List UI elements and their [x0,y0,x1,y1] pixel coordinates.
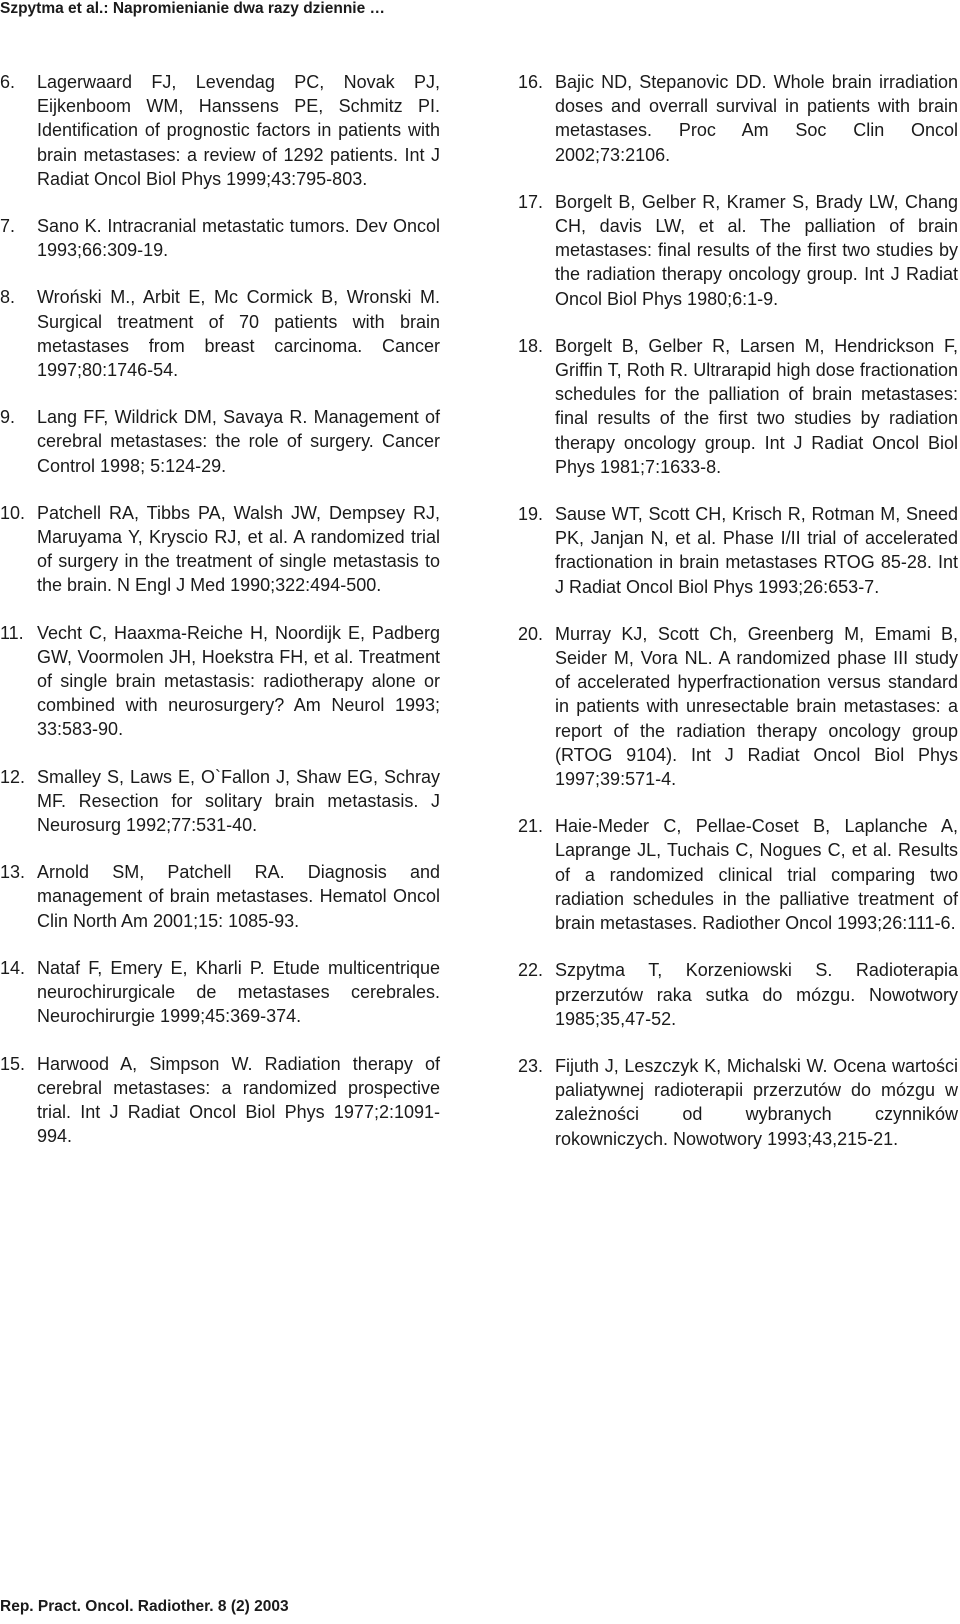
reference-text: Harwood A, Simpson W. Radiation therapy of cerebral metastases: a randomized prospective trial. Int J Radiat Oncol Biol Phys 1977;2:1091-994. [37,1053,440,1147]
reference-item [0,1052,440,1149]
reference-item [518,1054,958,1151]
reference-text: Haie-Meder C, Pellae-Coset B, Laplanche A, Laprange JL, Tuchais C, Nogues C, et al. Results of a randomized clinical trial comparing two radiation schedules in the palliative treatment of brain metastases. Radiother Oncol 1993;26:111-6. [555,816,958,934]
reference-number: 19. [518,504,544,525]
reference-text: Smalley S, Laws E, O`Fallon J, Shaw EG, Schray MF. Resection for solitary brain metastasis. J Neurosurg 1992;77:531-40. [37,766,440,836]
reference-text: Fijuth J, Leszczyk K, Michalski W. Ocena wartości paliatywnej radioterapii przerzutów do mózgu w zależności od wybranych czynników rokowniczych. Nowotwory 1993;43,215-21. [555,1055,958,1149]
reference-number: 14. [0,957,26,978]
running-footer: Rep. Pract. Oncol. Radiother. 8 (2) 2003 [0,1598,289,1615]
reference-text: Lang FF, Wildrick DM, Savaya R. Management of cerebral metastases: the role of surgery. Cancer Control 1998; 5:124-29. [37,407,440,476]
reference-text: Szpytma T, Korzeniowski S. Radioterapia przerzutów raka sutka do mózgu. Nowotwory 1985;35,47-52. [555,960,958,1029]
reference-number: 17. [518,191,544,212]
reference-number: 7. [0,216,16,237]
reference-item [0,501,440,598]
reference-item [0,956,440,1029]
reference-item [0,860,440,933]
reference-number: 11. [0,622,24,643]
reference-number: 8. [0,287,16,308]
running-header: Szpytma et al.: Napromienianie dwa razy dziennie … [0,0,386,17]
reference-number: 10. [0,502,26,523]
reference-number: 18. [518,335,544,356]
reference-number: 6. [0,72,16,92]
references-column-left [0,70,440,1171]
reference-item [0,285,440,382]
reference-item [518,190,958,311]
reference-item [0,405,440,478]
reference-item [518,958,958,1031]
reference-item [0,70,440,191]
reference-number: 12. [0,766,26,787]
reference-item [0,765,440,838]
reference-number: 20. [518,623,544,644]
reference-item [518,502,958,599]
reference-text: Murray KJ, Scott Ch, Greenberg M, Emami B, Seider M, Vora NL. A randomized phase III study of accelerated hyperfractionation versus standard in patients with unresectable brain metastases: a report of the radiation therapy oncology group (RTOG 9104). Int J Radiat Oncol Biol Phys 1997;39:571-4. [555,623,958,790]
reference-number: 16. [518,72,544,92]
reference-text: Arnold SM, Patchell RA. Diagnosis and management of brain metastases. Hematol Oncol Clin North Am 2001;15: 1085-93. [37,862,440,931]
reference-text: Sano K. Intracranial metastatic tumors. Dev Oncol 1993;66:309-19. [37,216,440,261]
reference-item [518,622,958,791]
reference-item [518,70,958,167]
reference-item [518,334,958,479]
reference-number: 21. [518,816,544,837]
reference-number: 9. [0,407,16,428]
reference-text: Borgelt B, Gelber R, Larsen M, Hendrickson F, Griffin T, Roth R. Ultrarapid high dose fractionation schedules for the palliation of brain metastases: final results of the first two studies by radiation therapy oncology group. Int J Radiat Oncol Biol Phys 1981;7:1633-8. [555,335,958,477]
reference-number: 22. [518,960,544,981]
reference-number: 23. [518,1055,544,1076]
references-column-right [518,70,958,1174]
reference-text: Sause WT, Scott CH, Krisch R, Rotman M, Sneed PK, Janjan N, et al. Phase I/II trial of accelerated fractionation in brain metastases RTOG 85-28. Int J Radiat Oncol Biol Phys 1993;26:653-7. [555,504,958,597]
reference-item [0,214,440,262]
reference-text: Nataf F, Emery E, Kharli P. Etude multicentrique neurochirurgicale de metastases cerebrales. Neurochirurgie 1999;45:369-374. [37,957,440,1027]
reference-text: Vecht C, Haaxma-Reiche H, Noordijk E, Padberg GW, Voormolen JH, Hoekstra FH, et al. Treatment of single brain metastasis: radiotherapy alone or combined with neurosurgery? Am Neurol 1993; 33:583-90. [37,622,440,740]
reference-text: Patchell RA, Tibbs PA, Walsh JW, Dempsey RJ, Maruyama Y, Kryscio RJ, et al. A randomized trial of surgery in the treatment of single metastasis to the brain. N Engl J Med 1990;322:494-500. [37,502,440,596]
reference-text: Bajic ND, Stepanovic DD. Whole brain irradiation doses and overrall survival in patients with brain metastases. Proc Am Soc Clin Oncol 2002;73:2106. [555,72,958,165]
reference-number: 13. [0,862,26,883]
reference-item [0,621,440,742]
reference-number: 15. [0,1053,26,1074]
reference-text: Wroński M., Arbit E, Mc Cormick B, Wronski M. Surgical treatment of 70 patients with brain metastases from breast carcinoma. Cancer 1997;80:1746-54. [37,287,440,381]
reference-text: Borgelt B, Gelber R, Kramer S, Brady LW, Chang CH, davis LW, et al. The palliation of brain metastases: final results of the first two studies by the radiation therapy oncology group. Int J Radiat Oncol Biol Phys 1980;6:1-9. [555,191,958,309]
reference-text: Lagerwaard FJ, Levendag PC, Novak PJ, Eijkenboom WM, Hanssens PE, Schmitz PI. Identification of prognostic factors in patients with brain metastases: a review of 1292 patients. Int J Radiat Oncol Biol Phys 1999;43:795-803. [37,72,440,189]
reference-item [518,814,958,935]
